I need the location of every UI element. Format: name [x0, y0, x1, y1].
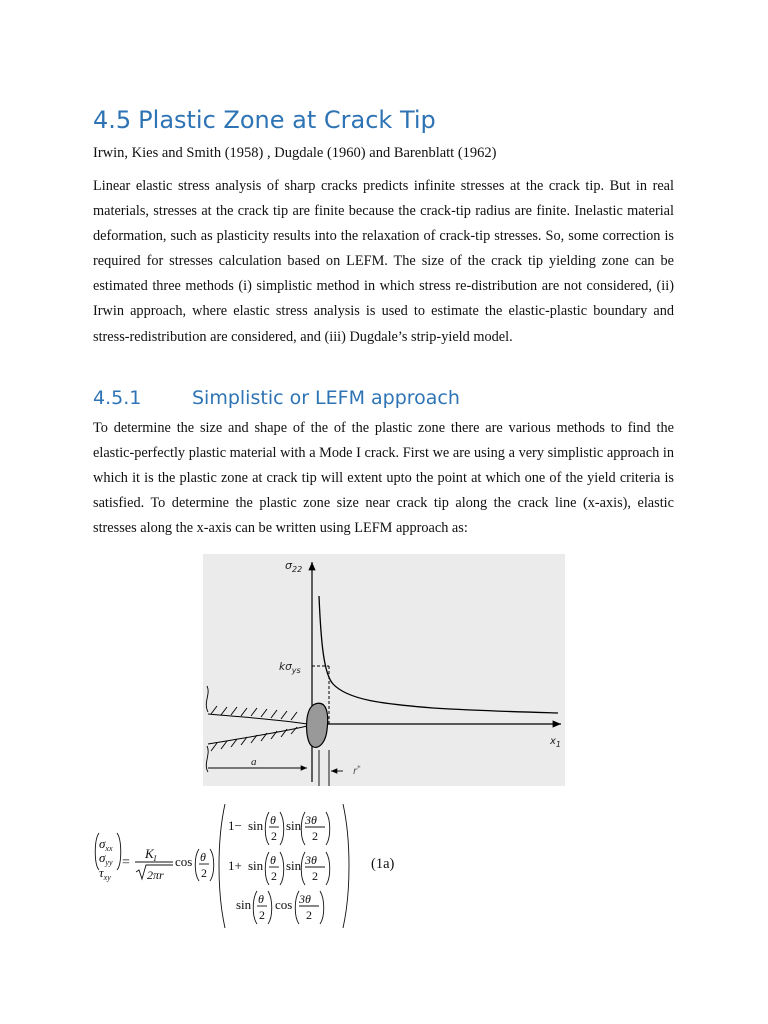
references-line: Irwin, Kies and Smith (1958) , Dugdale (1960) and Barenblatt (1962)	[93, 145, 497, 161]
svg-text:θ: θ	[258, 892, 264, 906]
svg-text:sin: sin	[248, 858, 264, 873]
svg-text:3θ: 3θ	[305, 853, 317, 867]
svg-text:sin: sin	[286, 858, 302, 873]
equation-number: (1a)	[371, 856, 395, 872]
stress-curve	[319, 596, 558, 713]
lhs-sigma-xx: $\sigma_{xx}$	[99, 836, 113, 853]
plastic-zone-figure	[203, 554, 565, 786]
break-line-upper	[206, 686, 208, 712]
svg-text:2: 2	[312, 829, 318, 843]
yield-level-label: $k\sigma_{ys}$	[279, 661, 301, 675]
figure-svg	[203, 554, 565, 786]
k-factor-denominator: 2πr	[147, 868, 164, 882]
equation-1a	[93, 800, 453, 932]
svg-text:θ: θ	[270, 813, 276, 827]
svg-text:1+: 1+	[228, 858, 242, 873]
crack-lower-face	[208, 726, 307, 744]
subsection-heading	[93, 387, 460, 409]
rhs-row-3	[236, 891, 324, 924]
equals-sign: =	[122, 855, 130, 870]
crack-hatching	[211, 706, 297, 751]
svg-text:2: 2	[312, 869, 318, 883]
svg-text:2: 2	[271, 829, 277, 843]
svg-text:θ: θ	[200, 850, 206, 864]
svg-text:2: 2	[201, 866, 207, 880]
intro-paragraph: Linear elastic stress analysis of sharp cracks predicts infinite stresses at the crack tip. But in real materials, stresses at the crack tip are finite because the crack-tip radius are finite. Inelastic material deformation, such as plasticity results into the relaxation of crack-tip stresses. So, some correction is required for stresses calculation based on LEFM. The size of the crack tip yielding zone can be estimated three methods (i) simplistic method in which stress re-distribution are not considered, (ii) Irwin approach, where elastic stress analysis is used to estimate the elastic-plastic boundary and stress-redistribution are considered, and (iii) Dugdale’s strip-yield model.	[93, 178, 674, 345]
y-axis-label: $\sigma_{22}$	[285, 559, 303, 574]
svg-text:3θ: 3θ	[299, 892, 311, 906]
subsection-number: 4.5.1	[93, 387, 142, 409]
plastic-zone-blob	[307, 703, 328, 747]
svg-text:2: 2	[271, 869, 277, 883]
crack-length-label: a	[251, 756, 257, 768]
svg-text:cos: cos	[275, 897, 293, 912]
svg-text:sin: sin	[236, 897, 252, 912]
subsection-title: Simplistic or LEFM approach	[192, 387, 460, 409]
svg-text:θ: θ	[270, 853, 276, 867]
k-factor-numerator: $K_I$	[145, 846, 157, 863]
cos-fn: cos	[175, 854, 193, 869]
svg-text:sin: sin	[286, 818, 302, 833]
subsection-paragraph: To determine the size and shape of the of the plastic zone there are various methods to find the elastic-perfectly plastic material with a Mode I crack. First we are using a very simplistic approach in which it is the plastic zone at crack tip will extent upto the point at which one of the yield criteria is satisfied. To determine the plastic zone size near crack tip along the crack line (x-axis), elastic stresses along the x-axis can be written using LEFM approach as:	[93, 420, 674, 537]
svg-text:2: 2	[306, 908, 312, 922]
svg-text:3θ: 3θ	[305, 813, 317, 827]
plastic-zone-label: r*	[353, 764, 361, 777]
rhs-row-1	[228, 812, 330, 845]
break-line-lower	[206, 746, 208, 772]
rhs-row-2	[228, 852, 330, 885]
lhs-tau-xy: $\tau_{xy}$	[99, 865, 111, 882]
svg-text:sin: sin	[248, 818, 264, 833]
svg-text:1−: 1−	[228, 818, 242, 833]
x-axis-label: $x_1$	[550, 736, 562, 749]
section-heading	[93, 106, 436, 134]
equation-svg	[93, 800, 453, 932]
svg-text:2: 2	[259, 908, 265, 922]
lhs-sigma-yy: $\sigma_{yy}$	[99, 850, 113, 867]
section-number: 4.5	[93, 106, 132, 134]
section-title: Plastic Zone at Crack Tip	[138, 106, 436, 134]
